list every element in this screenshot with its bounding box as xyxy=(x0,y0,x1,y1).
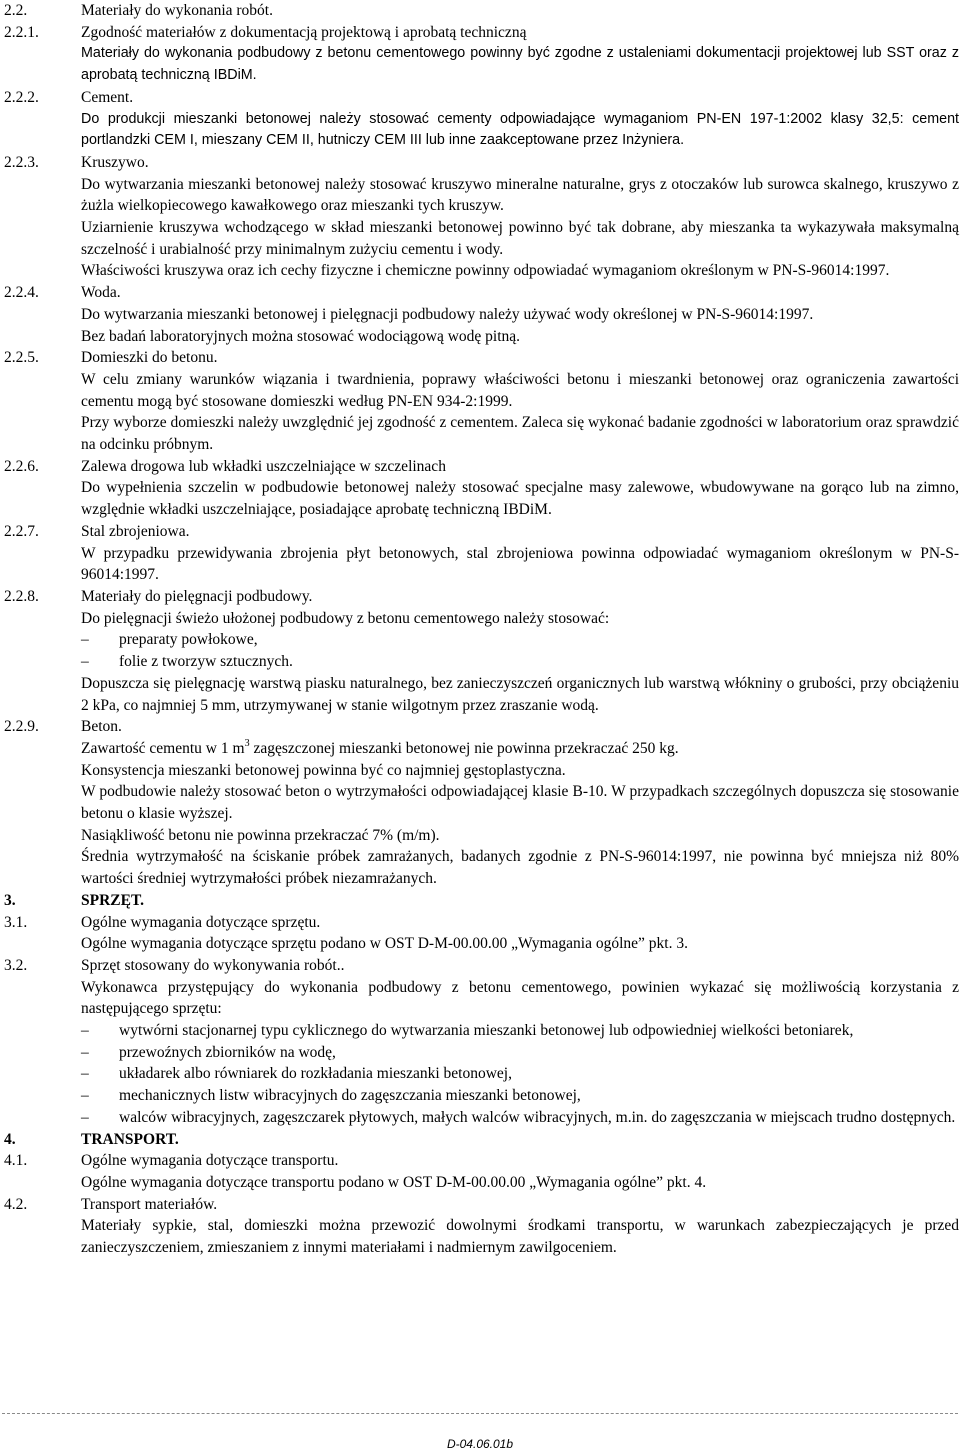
section-body xyxy=(81,456,959,521)
section-body xyxy=(81,22,959,87)
section-4-2 xyxy=(4,1194,959,1259)
list-item xyxy=(81,1085,959,1107)
dash-list xyxy=(81,1020,959,1129)
section-number: 2.2. xyxy=(4,2,28,19)
section-title: Sprzęt stosowany do wykonywania robót.. xyxy=(81,956,345,974)
paragraph-cement-content xyxy=(81,738,959,760)
paragraph: Nasiąkliwość betonu nie powinna przekraczać 7% (m/m). xyxy=(81,826,440,844)
section-2-2-3 xyxy=(4,152,959,282)
section-2-2-1 xyxy=(4,22,959,87)
paragraph: W podbudowie należy stosować beton o wytrzymałości odpowiadającej klasie B-10. W przypadkach szczególnych dopuszcza się stosowanie betonu o klasie wyższej. xyxy=(81,783,959,823)
section-body xyxy=(81,1150,959,1193)
section-2-2 xyxy=(4,0,959,22)
list-item-text: przewoźnych zbiorników na wodę, xyxy=(119,1043,336,1061)
paragraph: W przypadku przewidywania zbrojenia płyt betonowych, stal zbrojeniowa powinna odpowiadać wymaganiom określonym w PN-S-96014:1997. xyxy=(81,544,959,584)
section-number: 3.1. xyxy=(4,913,28,931)
section-title: Domieszki do betonu. xyxy=(81,349,218,367)
footer-divider xyxy=(2,1413,958,1414)
list-item-text: mechanicznych listw wibracyjnych do zagęszczania mieszanki betonowej, xyxy=(119,1087,581,1105)
section-2-2-4 xyxy=(4,282,959,347)
section-2-2-5 xyxy=(4,347,959,456)
list-item xyxy=(81,1063,959,1085)
section-body xyxy=(81,521,959,586)
section-2-2-2 xyxy=(4,87,959,152)
paragraph: Ogólne wymagania dotyczące sprzętu podano w OST D-M-00.00.00 „Wymagania ogólne” pkt. 3. xyxy=(81,935,688,953)
paragraph: Dopuszcza się pielęgnację warstwą piasku naturalnego, bez zanieczyszczeń organicznych lub warstwą włókniny o grubości, przy obciążeniu 2 kPa, co najmniej 5 mm, utrzymywanej w stanie wilgotnym przez zraszanie wodą. xyxy=(81,674,959,714)
section-4-1 xyxy=(4,1150,959,1193)
section-number: 2.2.5. xyxy=(4,349,39,367)
paragraph: Bez badań laboratoryjnych można stosować wodociągową wodę pitną. xyxy=(81,327,521,345)
list-item xyxy=(81,629,959,651)
section-body xyxy=(81,1194,959,1259)
list-item-text: walców wibracyjnych, zagęszczarek płytowych, małych walców wibracyjnych, m.in. do zagęszczania w miejscach trudno dostępnych. xyxy=(119,1108,956,1126)
section-number: 2.2.2. xyxy=(4,88,39,106)
dash-list xyxy=(81,629,959,672)
dash-bullet: – xyxy=(81,1108,89,1126)
dash-bullet: – xyxy=(81,1043,89,1061)
sections-list xyxy=(4,0,959,586)
section-number: 4. xyxy=(4,1130,16,1148)
section-body xyxy=(81,87,959,152)
section-title: Transport materiałów. xyxy=(81,1195,218,1213)
list-item xyxy=(81,1042,959,1064)
section-number: 2.2.4. xyxy=(4,284,39,302)
document-page xyxy=(4,0,959,1259)
paragraph: Konsystencja mieszanki betonowej powinna być co najmniej gęstoplastyczna. xyxy=(81,761,566,779)
section-body xyxy=(81,912,959,955)
document-code: D-04.06.01b xyxy=(446,1437,514,1451)
section-body xyxy=(81,152,959,282)
paragraph: W celu zmiany warunków wiązania i twardnienia, poprawy właściwości betonu i mieszanki betonowej oraz ograniczenia zawartości cementu mogą być stosowane domieszki według PN-EN 934-2:1999. xyxy=(81,370,959,410)
paragraph: Uziarnienie kruszywa wchodzącego w skład mieszanki betonowej powinno być tak dobrane, aby mieszanka ta wykazywała maksymalną szczelność i urabialność przy minimalnym zużyciu cementu i wody. xyxy=(81,219,959,258)
section-number: 3.2. xyxy=(4,956,28,974)
paragraph: Do pielęgnacji świeżo ułożonej podbudowy z betonu cementowego należy stosować: xyxy=(81,609,610,627)
section-title: SPRZĘT. xyxy=(81,891,145,909)
section-3-1 xyxy=(4,912,959,955)
dash-bullet: – xyxy=(81,1087,89,1105)
paragraph: Wykonawca przystępujący do wykonania podbudowy z betonu cementowego, powinien wykazać się możliwością korzystania z następującego sprzętu: xyxy=(81,978,959,1018)
section-title: Ogólne wymagania dotyczące sprzętu. xyxy=(81,913,321,931)
section-title: Materiały do wykonania robót. xyxy=(81,2,273,19)
section-title: Beton. xyxy=(81,718,122,736)
section-title: Zalewa drogowa lub wkładki uszczelniające w szczelinach xyxy=(81,457,446,475)
section-title: Woda. xyxy=(81,284,121,302)
section-number: 2.2.1. xyxy=(4,23,39,41)
dash-bullet: – xyxy=(81,1065,89,1083)
section-title: Ogólne wymagania dotyczące transportu. xyxy=(81,1152,339,1170)
paragraph: Do wytwarzania mieszanki betonowej i pielęgnacji podbudowy należy używać wody określonej w PN-S-96014:1997. xyxy=(81,305,814,323)
paragraph: Właściwości kruszywa oraz ich cechy fizyczne i chemiczne powinny odpowiadać wymaganiom określonym w PN-S-96014:1997. xyxy=(81,262,890,280)
section-body xyxy=(81,347,959,456)
section-number: 2.2.7. xyxy=(4,522,39,540)
list-item-text: preparaty powłokowe, xyxy=(119,631,258,649)
dash-bullet: – xyxy=(81,653,89,671)
dash-bullet: – xyxy=(81,631,89,649)
section-body xyxy=(81,586,959,716)
paragraph: Materiały sypkie, stal, domieszki można przewozić dowolnymi środkami transportu, w warunkach zabezpieczających je przed zanieczyszczeniem, zmieszaniem z innymi materiałami i nadmiernym zawilgoceniem. xyxy=(81,1217,959,1257)
section-number: 2.2.6. xyxy=(4,457,39,475)
dash-bullet: – xyxy=(81,1022,89,1040)
list-item xyxy=(81,651,959,673)
list-item xyxy=(81,1020,959,1042)
section-number: 2.2.8. xyxy=(4,587,39,605)
text-run: zagęszczonej mieszanki betonowej nie powinna przekraczać 250 kg. xyxy=(249,739,679,757)
section-number: 3. xyxy=(4,891,16,909)
section-title: Materiały do pielęgnacji podbudowy. xyxy=(81,587,313,605)
section-number: 4.2. xyxy=(4,1195,28,1213)
section-3-2 xyxy=(4,955,959,1129)
text-run: Zawartość cementu w 1 m xyxy=(81,739,245,757)
section-title: TRANSPORT. xyxy=(81,1130,179,1148)
chapter-4-heading xyxy=(4,1129,959,1151)
section-body xyxy=(81,716,959,890)
paragraph: Do wytwarzania mieszanki betonowej należy stosować kruszywo mineralne naturalne, grys z otoczaków lub surowca skalnego, kruszywo z żużla wielkopiecowego kawałkowego oraz mieszanki tych kruszyw. xyxy=(81,175,959,215)
list-item-text: wytwórni stacjonarnej typu cyklicznego do wytwarzania mieszanki betonowej lub odpowiedniej wielkości betoniarek, xyxy=(119,1022,854,1040)
section-title: Zgodność materiałów z dokumentacją projektową i aprobatą techniczną xyxy=(81,23,527,41)
paragraph: Do produkcji mieszanki betonowej należy stosować cementy odpowiadające wymaganiom PN-EN 197-1:2002 klasy 32,5: cement portlandzki CEM I, mieszany CEM II, hutniczy CEM III lub inne zaakceptowane przez Inżyniera. xyxy=(81,110,959,149)
section-2-2-9 xyxy=(4,716,959,890)
paragraph: Średnia wytrzymałość na ściskanie próbek zamrażanych, badanych zgodnie z PN-S-96014:1997, nie powinna być mniejsza niż 80% wartości średniej wytrzymałości próbek niezamrażanych. xyxy=(81,848,959,888)
list-item xyxy=(81,1107,959,1129)
section-2-2-6 xyxy=(4,456,959,521)
section-body xyxy=(81,0,959,22)
section-2-2-7 xyxy=(4,521,959,586)
section-title: Stal zbrojeniowa. xyxy=(81,522,190,540)
superscript: 3 xyxy=(244,737,250,749)
section-title: Kruszywo. xyxy=(81,153,149,171)
section-2-2-8 xyxy=(4,586,959,716)
list-item-text: układarek albo równiarek do rozkładania mieszanki betonowej, xyxy=(119,1065,512,1083)
paragraph: Przy wyborze domieszki należy uwzględnić jej zgodność z cementem. Zaleca się wykonać badanie zgodności w laboratorium oraz sprawdzić na odcinku próbnym. xyxy=(81,414,959,454)
list-item-text: folie z tworzyw sztucznych. xyxy=(119,653,293,671)
section-body xyxy=(81,955,959,1129)
chapter-3-heading xyxy=(4,890,959,912)
section-number: 4.1. xyxy=(4,1152,28,1170)
paragraph: Ogólne wymagania dotyczące transportu podano w OST D-M-00.00.00 „Wymagania ogólne” pkt. 4. xyxy=(81,1173,707,1191)
section-body xyxy=(81,282,959,347)
section-number: 2.2.9. xyxy=(4,718,39,736)
paragraph: Do wypełnienia szczelin w podbudowie betonowej należy stosować specjalne masy zalewowe, wbudowywane na gorąco lub na zimno, względnie wkładki uszczelniające, posiadające aprobatę techniczną IBDiM. xyxy=(81,479,959,519)
section-number: 2.2.3. xyxy=(4,153,39,171)
section-title: Cement. xyxy=(81,88,134,106)
paragraph: Materiały do wykonania podbudowy z betonu cementowego powinny być zgodne z ustaleniami dokumentacji projektowej lub SST oraz z aprobatą techniczną IBDiM. xyxy=(81,45,959,84)
